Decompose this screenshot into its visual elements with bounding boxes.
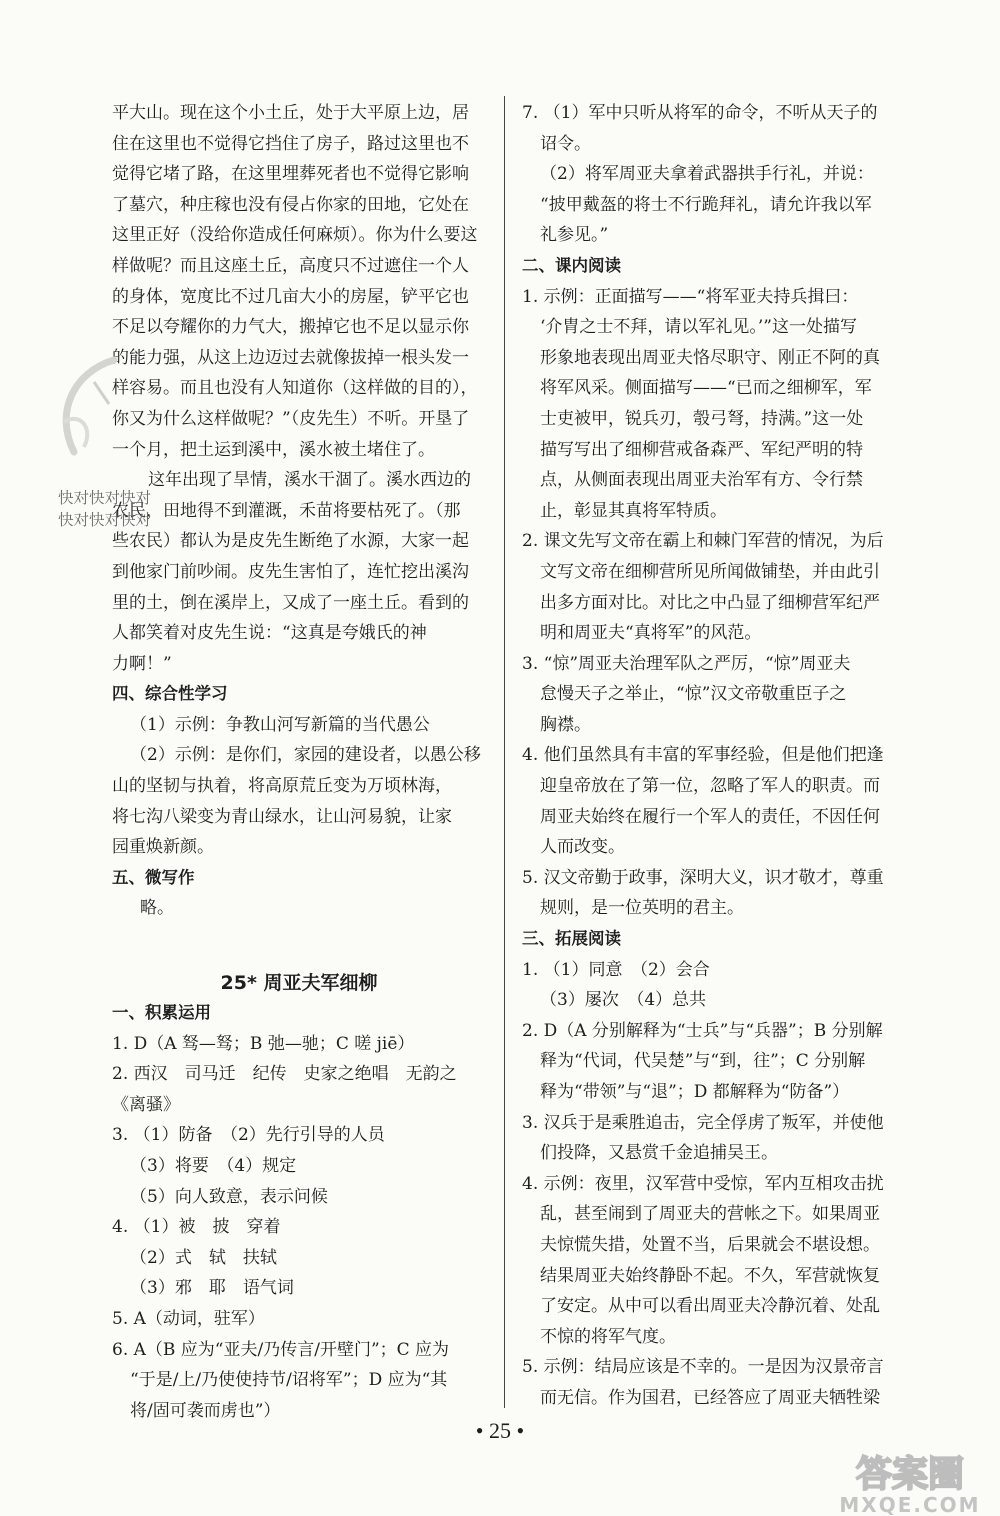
- watermark: [58, 487, 151, 531]
- text-line: （3）将要 （4）规定: [130, 1156, 297, 1176]
- text-line: 怠慢天子之举止，“惊”汉文帝敬重臣子之: [540, 684, 847, 705]
- text-line: 园重焕新颜。: [112, 837, 214, 858]
- text-line: 结果周亚夫始终静卧不起。不久，军营就恢复: [540, 1265, 880, 1286]
- text-line: 2. D（A 分别解释为“士兵”与“兵器”；B 分别解: [522, 1020, 883, 1041]
- text-line: 5. A（动词，驻军）: [112, 1308, 265, 1329]
- logo-text: 答案圈: [855, 1454, 965, 1495]
- text-line: 5. 汉文帝勤于政事，深明大义，识才敬才，尊重: [522, 867, 884, 888]
- text-line: 释为“代词，代吴楚”与“到，往”；C 分别解: [540, 1051, 866, 1072]
- text-line: ‘介胄之士不拜，请以军礼见。’”这一处描写: [540, 317, 857, 338]
- text-line: 4. 示例：夜里，汉军营中受惊，军内互相攻击扰: [522, 1173, 884, 1194]
- text-line: 文写文帝在细柳营所见所闻做铺垫，并由此引: [540, 561, 880, 582]
- logo-url: MXQE.COM: [839, 1493, 981, 1516]
- text-line: 2. 课文先写文帝在霸上和棘门军营的情况，为后: [522, 531, 884, 552]
- section-heading: 四、综合性学习: [112, 684, 228, 704]
- text-line: （5）向人致意，表示问候: [130, 1186, 328, 1207]
- text-line: 而无信。作为国君，已经答应了周亚夫牺牲梁: [540, 1387, 880, 1408]
- text-line: 形象地表现出周亚夫恪尽职守、刚正不阿的真: [540, 347, 880, 368]
- watermark-line: 快对快对快对: [58, 511, 152, 529]
- text-line: 山的坚韧与执着，将高原荒丘变为万顷林海，: [112, 776, 452, 797]
- text-line: 1. 示例：正面描写——“将军亚夫持兵揖曰：: [522, 286, 859, 307]
- text-line: 了墓穴，种庄稼也没有侵占你家的田地，它处在: [112, 194, 469, 215]
- text-line: 这年出现了旱情，溪水干涸了。溪水西边的: [148, 470, 471, 491]
- text-line: 出多方面对比。对比之中凸显了细柳营军纪严: [540, 592, 880, 613]
- text-line: 4. 他们虽然具有丰富的军事经验，但是他们把逢: [522, 745, 884, 766]
- text-line: 将七沟八梁变为青山绿水，让山河易貌，让家: [112, 806, 452, 827]
- text-line: 人而改变。: [540, 837, 625, 858]
- section-heading: 一、积累运用: [112, 1003, 211, 1023]
- text-line: 住在这里也不觉得它挡住了房子，路过这里也不: [112, 133, 469, 154]
- text-line: （2）式 轼 扶轼: [130, 1247, 277, 1268]
- text-line: 1. （1）同意 （2）会合: [522, 959, 710, 980]
- text-line: “披甲戴盔的将士不行跪拜礼，请允许我以军: [540, 194, 872, 215]
- text-line: “于是/上/乃使使持节/诏将军”；D 应为“其: [130, 1370, 448, 1391]
- section-heading: 二、课内阅读: [522, 255, 621, 275]
- column-divider: [504, 96, 505, 1408]
- lesson-title: 25* 周亚夫军细柳: [220, 972, 378, 995]
- text-line: 6. A（B 应为“亚夫/乃传言/开壁门”；C 应为: [112, 1339, 450, 1360]
- text-line: 明和周亚夫“真将军”的风范。: [540, 623, 762, 644]
- text-line: 人都笑着对皮先生说：“这真是夸娥氏的神: [112, 623, 427, 644]
- text-line: 样容易。而且也没有人知道你（这样做的目的），: [112, 378, 478, 399]
- text-line: 将军风采。侧面描写——“已而之细柳军，军: [540, 378, 872, 399]
- text-line: 1. D（A 驽—驽；B 弛—驰；C 嗟 jiē）: [112, 1033, 415, 1054]
- text-line: （2）示例：是你们，家园的建设者，以愚公移: [130, 745, 481, 766]
- section-heading: 五、微写作: [112, 867, 195, 887]
- text-line: 迎皇帝放在了第一位，忽略了军人的职责。而: [540, 776, 880, 797]
- text-line: 了安定。从中可以看出周亚夫冷静沉着、处乱: [540, 1296, 880, 1317]
- text-line: 的身体，宽度比不过几亩大小的房屋，铲平它也: [112, 286, 469, 307]
- text-line: 3. “惊”周亚夫治理军队之严厉，“惊”周亚夫: [522, 653, 851, 674]
- text-line: 平大山。现在这个小土丘，处于大平原上边，居: [112, 103, 469, 123]
- text-line: 力啊！”: [112, 653, 172, 674]
- text-line: 诏令。: [540, 133, 591, 154]
- text-line: 规则，是一位英明的君主。: [540, 898, 744, 919]
- text-line: 不惊的将军气度。: [540, 1326, 676, 1347]
- text-line: 这里正好（没给你造成任何麻烦）。你为什么要这: [112, 225, 478, 246]
- text-line: 止，彰显其真将军特质。: [540, 500, 727, 521]
- text-line: 胸襟。: [540, 714, 591, 735]
- text-line: 3. 汉兵于是乘胜追击，完全俘虏了叛军，并使他: [522, 1112, 884, 1133]
- text-line: 释为“带领”与“退”；D 都解释为“防备”）: [540, 1082, 850, 1102]
- text-line: 样做呢？而且这座土丘，高度只不过遮住一个人: [112, 255, 469, 276]
- text-line: 略。: [140, 898, 174, 919]
- text-line: 到他家门前吵闹。皮先生害怕了，连忙挖出溪沟: [112, 561, 469, 582]
- text-line: 礼参见。”: [540, 225, 609, 246]
- text-line: 士吏被甲，锐兵刃，彀弓弩，持满。”这一处: [540, 408, 864, 429]
- page-number: • 25 •: [475, 1418, 525, 1443]
- text-line: 们投降，又悬赏千金追捕吴王。: [540, 1143, 778, 1164]
- text-line: （1）示例：争教山河写新篇的当代愚公: [130, 714, 430, 735]
- text-line: 点，从侧面表现出周亚夫治军有方、令行禁: [540, 470, 863, 491]
- right-column: [522, 98, 890, 1414]
- watermark-line: 快对快对快对: [58, 489, 152, 507]
- text-line: （2）将军周亚夫拿着武器拱手行礼，并说：: [540, 164, 874, 185]
- text-line: 7. （1）军中只听从将军的命令，不听从天子的: [522, 103, 878, 123]
- left-column: [112, 98, 486, 1426]
- text-line: 农民，田地得不到灌溉，禾苗将要枯死了。（那: [112, 500, 461, 521]
- text-line: 2. 西汉 司马迁 纪传 史家之绝唱 无韵之: [112, 1064, 457, 1085]
- site-logo: [824, 1448, 996, 1516]
- text-line: 些农民）都认为是皮先生断绝了水源，大家一起: [112, 531, 469, 552]
- text-line: （3）邪 耶 语气词: [130, 1278, 294, 1299]
- text-line: 夫惊慌失措，处置不当，后果就会不堪设想。: [540, 1234, 880, 1255]
- text-line: 3. （1）防备 （2）先行引导的人员: [112, 1125, 385, 1146]
- ghost-stamp-icon: [44, 352, 132, 462]
- text-line: 乱，甚至闹到了周亚夫的营帐之下。如果周亚: [540, 1204, 880, 1225]
- text-line: 的能力强，从这上边迈过去就像拔掉一根头发一: [112, 347, 469, 368]
- text-line: 你又为什么这样做呢？”（皮先生）不听。开垦了: [112, 408, 470, 429]
- text-line: 里的土，倒在溪岸上，又成了一座土丘。看到的: [112, 592, 469, 613]
- text-line: 描写写出了细柳营戒备森严、军纪严明的特: [540, 439, 863, 460]
- text-line: 周亚夫始终在履行一个军人的责任，不因任何: [540, 806, 880, 827]
- text-line: 将/固可袭而虏也”）: [130, 1400, 281, 1421]
- text-line: 5. 示例：结局应该是不幸的。一是因为汉景帝言: [522, 1357, 884, 1378]
- text-line: 《离骚》: [112, 1094, 180, 1115]
- text-line: 一个月，把土运到溪中，溪水被土堵住了。: [112, 439, 435, 460]
- text-line: （3）屡次 （4）总共: [540, 990, 707, 1011]
- text-line: 不足以夸耀你的力气大，搬掉它也不足以显示你: [112, 317, 469, 338]
- text-line: 4. （1）被 披 穿着: [112, 1217, 281, 1238]
- text-line: 觉得它堵了路，在这里埋葬死者也不觉得它影响: [112, 164, 469, 185]
- text-line: [112, 924, 486, 952]
- section-heading: 三、拓展阅读: [522, 929, 621, 949]
